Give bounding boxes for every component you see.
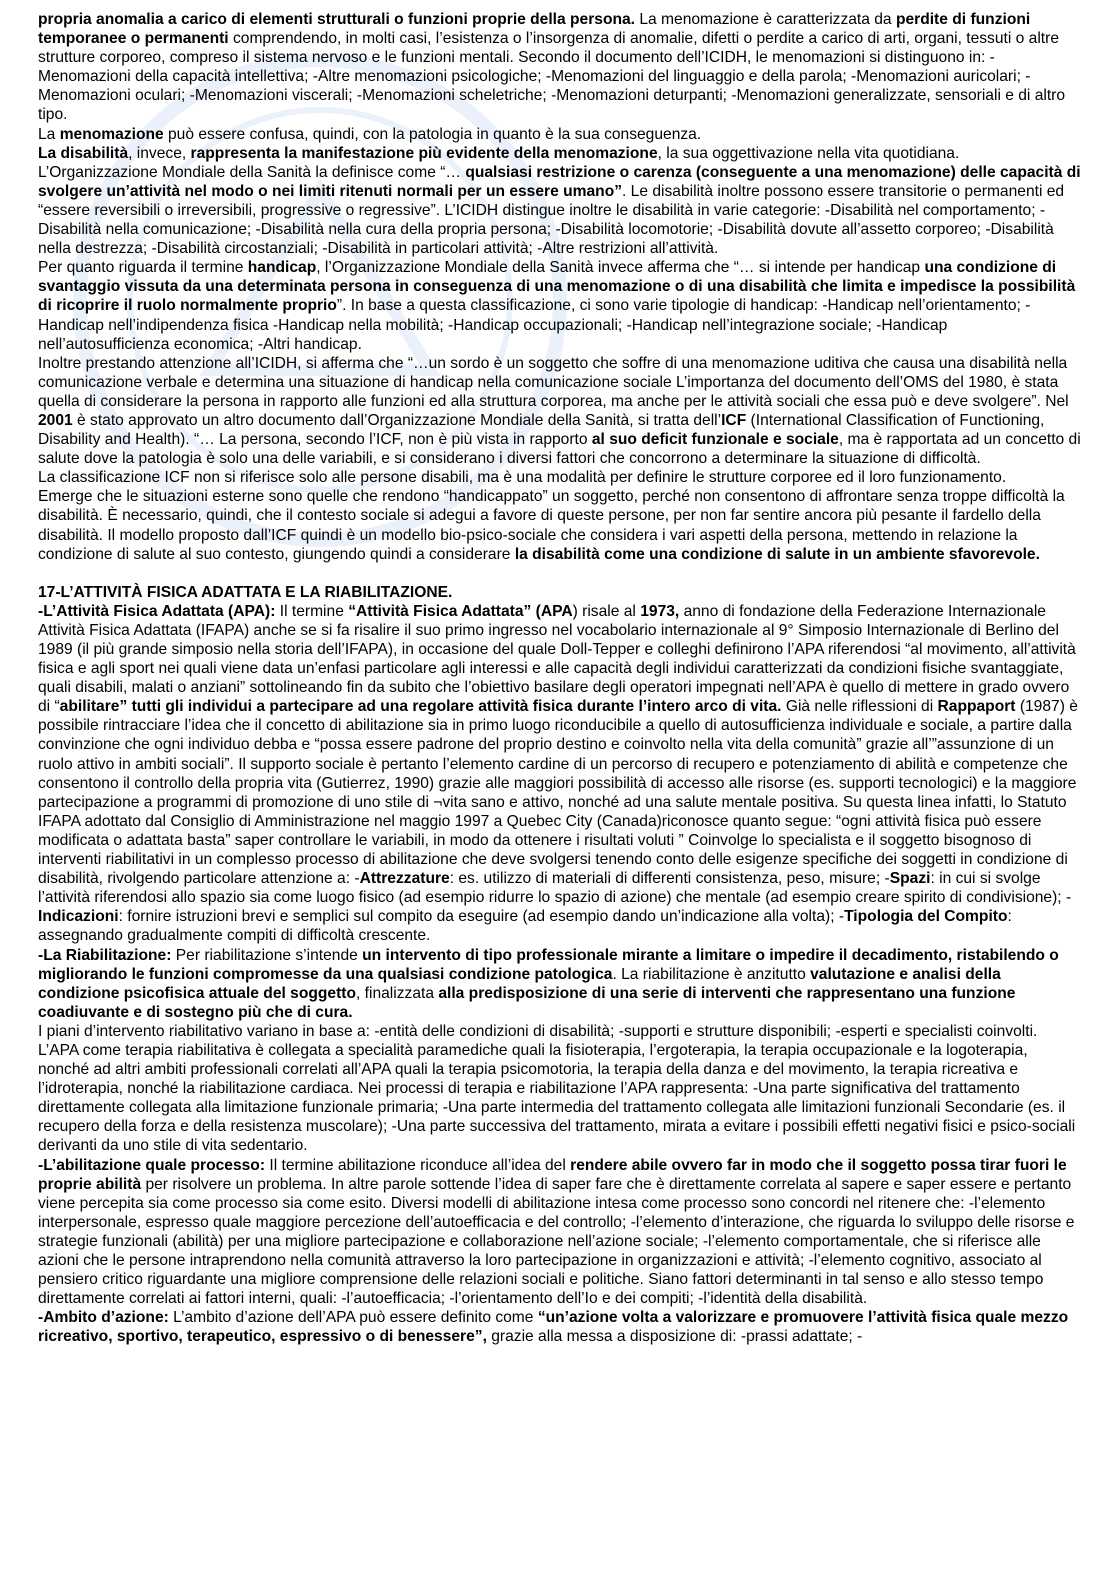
paragraph-disabilita: La disabilità, invece, rappresenta la manifestazione più evidente della menomazione, la sua oggettivazione nella vita quotidiana. L’Organizzazione Mondiale della Sanità la definisce come “… qualsiasi restrizione o carenza (conseguente a una menomazione) delle capacità di svolgere un’attività nel modo o nei limiti ritenuti normali per un essere umano”. Le disabilità inoltre possono essere transitorie o permanenti ed “essere reversibili o irreversibili, progressive o regressive”. L’ICIDH distingue inoltre le disabilità in varie categorie: -Disabilità nel comportamento; -Disabilità nella comunicazione; -Disabilità nella cura della propria persona; -Disabilità locomotorie; -Disabilità dovute all’assetto corporeo; -Disabilità nella destrezza; -Disabilità circostanziali; -Disabilità in particolari attività; -Altre restrizioni all’attività. — [38, 144, 1081, 258]
paragraph-abilitazione: -L’abilitazione quale processo: Il termine abilitazione riconduce all’idea del rendere abile ovvero far in modo che il soggetto possa tirar fuori le proprie abilità per risolvere un problema. In altre parole sottende l’idea di saper fare che è direttamente correlata al sapere e saper essere e pertanto viene percepita sia come processo sia come esito. Diversi modelli di abilitazione intesa come processo sono concordi nel ritenere che: -l’elemento interpersonale, espresso quale maggiore percezione dell’autoefficacia e del controllo; -l’elemento d’interazione, che riguarda lo sviluppo delle risorse e strategie funzionali (abilità) per una migliore partecipazione e collaborazione nell’azione sociale; -l’elemento comportamentale, che si riferisce alle azioni che le persone intraprendono nella comunità attraverso la loro partecipazione in organizzazioni e attività; -l’elemento cognitivo, associato al pensiero critico riguardante una migliore comprensione delle relazioni sociali e politiche. Siano fattori determinanti in tal senso e allo stesso tempo direttamente correlati ai fattori interni, quali: -l’autoefficacia; -l’orientamento dell’Io e dei compiti; -l’identità della disabilità. — [38, 1156, 1075, 1308]
spacer — [38, 564, 1082, 583]
paragraph-apa-terapia: L’APA come terapia riabilitativa è collegata a specialità paramediche quali la fisioterapia, l’ergoterapia, la terapia occupazionale e la logoterapia, nonché ad altri ambiti professionali correlati all’APA quali la terapia psicomotoria, la terapia della danza e del movimento, la terapia ricreativa e l’idroterapia, nonché la riabilitazione cardiaca. Nei processi di terapia e riabilitazione l’APA rappresenta: -Una parte significativa del trattamento direttamente collegata alla limitazione funzionale primaria; -Una parte intermedia del trattamento collegata alle limitazioni funzionali Secondarie (es. il recupero della forza e della resistenza muscolare); -Una parte successiva del trattamento, mirata a evitare i possibili effetti negativi fisici e psico-sociali derivanti da uno stile di vita sedentario. — [38, 1041, 1076, 1155]
paragraph-piani-intervento: I piani d’intervento riabilitativo variano in base a: -entità delle condizioni di disabilità; -supporti e strutture disponibili; -esperti e specialisti coinvolti. — [38, 1022, 1038, 1040]
paragraph-icf-classificazione: La classificazione ICF non si riferisce solo alle persone disabili, ma è una modalità per definire le strutture corporee ed il loro funzionamento. — [38, 469, 1007, 487]
paragraph-riabilitazione: -La Riabilitazione: Per riabilitazione s’intende un intervento di tipo professionale mirante a limitare o impedire il decadimento, ristabilendo o migliorando le funzioni compromesse da una qualsiasi condizione patologica. La riabilitazione è anzitutto valutazione e analisi della condizione psicofisica attuale del soggetto, finalizzata alla predisposizione di una serie di interventi che rappresentano una funzione coadiuvante e di sostegno più che di cura. — [38, 946, 1059, 1021]
paragraph-menomazione-patologia: La menomazione può essere confusa, quindi, con la patologia in quanto è la sua conseguenza. — [38, 125, 702, 143]
paragraph-menomazione: propria anomalia a carico di elementi strutturali o funzioni proprie della persona. La menomazione è caratterizzata da perdite di funzioni temporanee o permanenti comprendendo, in molti casi, l’esistenza o l’insorgenza di anomalie, difetti o perdite a carico di arti, organi, tessuti o altre strutture corporeo, compreso il sistema nervoso e le funzioni mentali. Secondo il documento dell’ICIDH, le menomazioni si distinguono in: -Menomazioni della capacità intellettiva; -Altre menomazioni psicologiche; -Menomazioni del linguaggio e della parola; -Menomazioni auricolari; -Menomazioni oculari; -Menomazioni viscerali; -Menomazioni scheletriche; -Menomazioni deturpanti; -Menomazioni generalizzate, sensoriali e di altro tipo. — [38, 11, 1066, 124]
document-page — [38, 10, 1082, 1346]
paragraph-apa: -L’Attività Fisica Adattata (APA): Il termine “Attività Fisica Adattata” (APA) risale al 1973, anno di fondazione della Federazione Internazionale Attività Fisica Adattata (IFAPA) anche se si fa risalire il suo primo ingresso nel vocabolario internazionale al 9° Simposio Internazionale di Berlino del 1989 (il più grande simposio nella storia dell’IFAPA), in occasione del quale Doll-Tepper e colleghi definirono l’APA riferendosi “al movimento, all’attività fisica e agli sport nei quali viene data un’enfasi particolare agli interessi e alle capacità degli individui caratterizzati da condizioni fisiche svantaggiate, quali disabili, malati o anziani” sottolineando fin da subito che l’obiettivo basilare degli operatori impegnati nell’APA è quello di mettere in grado ovvero di “abilitare” tutti gli individui a partecipare ad una regolare attività fisica durante l’intero arco di vita. Già nelle riflessioni di Rappaport (1987) è possibile rintracciare l’idea che il concetto di abilitazione sia in primo luogo riconducibile a quello di autosufficienza individuale e sociale, a partire dalla convinzione che ogni individuo debba e “possa essere padrone del proprio destino e coinvolto nella vita della comunità” grazie all’”assunzione di un ruolo attivo in ambiti sociali”. Il supporto sociale è pertanto l’elemento cardine di un percorso di recupero e potenziamento di abilità e competenze che consentono il controllo della propria vita (Gutierrez, 1990) grazie alle maggiori possibilità di accesso alle risorse (es. supporti tecnologici) e la maggiore partecipazione a programmi di promozione di uno stile di ¬vita sano e attivo, nonché ad una salute mentale positiva. Su questa linea infatti, lo Statuto IFAPA adottato dal Consiglio di Amministrazione nel maggio 1997 a Quebec City (Canada)riconosce quanto segue: “ogni attività fisica può essere modificata o adattata basta” saper controllare le variabili, in modo da ottenere i risultati voluti ” Coinvolge lo specialista e il soggetto bisognoso di interventi riabilitativi in un complesso processo di abilitazione che deve svolgersi tenendo conto delle esigenze specifiche dei soggetti in condizione di disabilità, rivolgendo particolare attenzione a: -Attrezzature: es. utilizzo di materiali di differenti consistenza, peso, misure; -Spazi: in cui si svolge l’attività riferendosi allo spazio sia come luogo fisico (ad esempio ridurre lo spazio di azione) che mentale (ad esempio creare spirito di condivisione); -Indicazioni: fornire istruzioni brevi e semplici sul compito da eseguire (ad esempio dando un’indicazione alla volta); -Tipologia del Compito: assegnando gradualmente compiti di difficoltà crescente. — [38, 602, 1078, 945]
paragraph-ambito-azione: -Ambito d’azione: L’ambito d’azione dell’APA può essere definito come “un’azione volta a valorizzare e promuovere l’attività fisica quale mezzo ricreativo, sportivo, terapeutico, espressivo o di benessere”, grazie alla messa a disposizione di: -prassi adattate; - — [38, 1309, 1069, 1346]
paragraph-situazioni-esterne: Emerge che le situazioni esterne sono quelle che rendono “handicappato” un soggetto, perché non consentono di affrontare senza troppe difficoltà la disabilità. È necessario, quindi, che il contesto sociale si adegui a favore di queste persone, per non far sentire ancora più pesante il fardello della disabilità. Il modello proposto dall’ICF quindi è un modello bio-psico-sociale che considera i vari aspetti della persona, mettendo in relazione la condizione di salute al suo contesto, giungendo quindi a considerare la disabilità come una condizione di salute in un ambiente sfavorevole. — [38, 488, 1065, 563]
section-heading: 17-L’ATTIVITÀ FISICA ADATTATA E LA RIABILITAZIONE. — [38, 583, 453, 601]
paragraph-handicap: Per quanto riguarda il termine handicap, l’Organizzazione Mondiale della Sanità invece afferma che “… si intende per handicap una condizione di svantaggio vissuta da una determinata persona in conseguenza di una menomazione o di una disabilità che limita e impedisce la possibilità di ricoprire il ruolo normalmente proprio”. In base a questa classificazione, ci sono varie tipologie di handicap: -Handicap nell’orientamento; -Handicap nell’indipendenza fisica -Handicap nella mobilità; -Handicap occupazionali; -Handicap nell’integrazione sociale; -Handicap nell’autosufficienza economica; -Altri handicap. — [38, 259, 1076, 353]
paragraph-icidh-icf: Inoltre prestando attenzione all’ICIDH, si afferma che “…un sordo è un soggetto che soffre di una menomazione uditiva che causa una disabilità nella comunicazione verbale e determina una situazione di handicap nella comunicazione sociale L’importanza del documento dell’OMS del 1980, è stata quella di considerare la persona in rapporto alle funzioni ed alla struttura corporea, ma anche per le attività sociali che essa può e deve svolgere”. Nel 2001 è stato approvato un altro documento dall’Organizzazione Mondiale della Sanità, si tratta dell’ICF (International Classification of Functioning, Disability and Health). “… La persona, secondo l’ICF, non è più vista in rapporto al suo deficit funzionale e sociale, ma è rapportata ad un concetto di salute dove la patologia è solo una delle variabili, e si considerano i diversi fattori che concorrono a determinare la situazione di difficoltà. — [38, 354, 1081, 468]
